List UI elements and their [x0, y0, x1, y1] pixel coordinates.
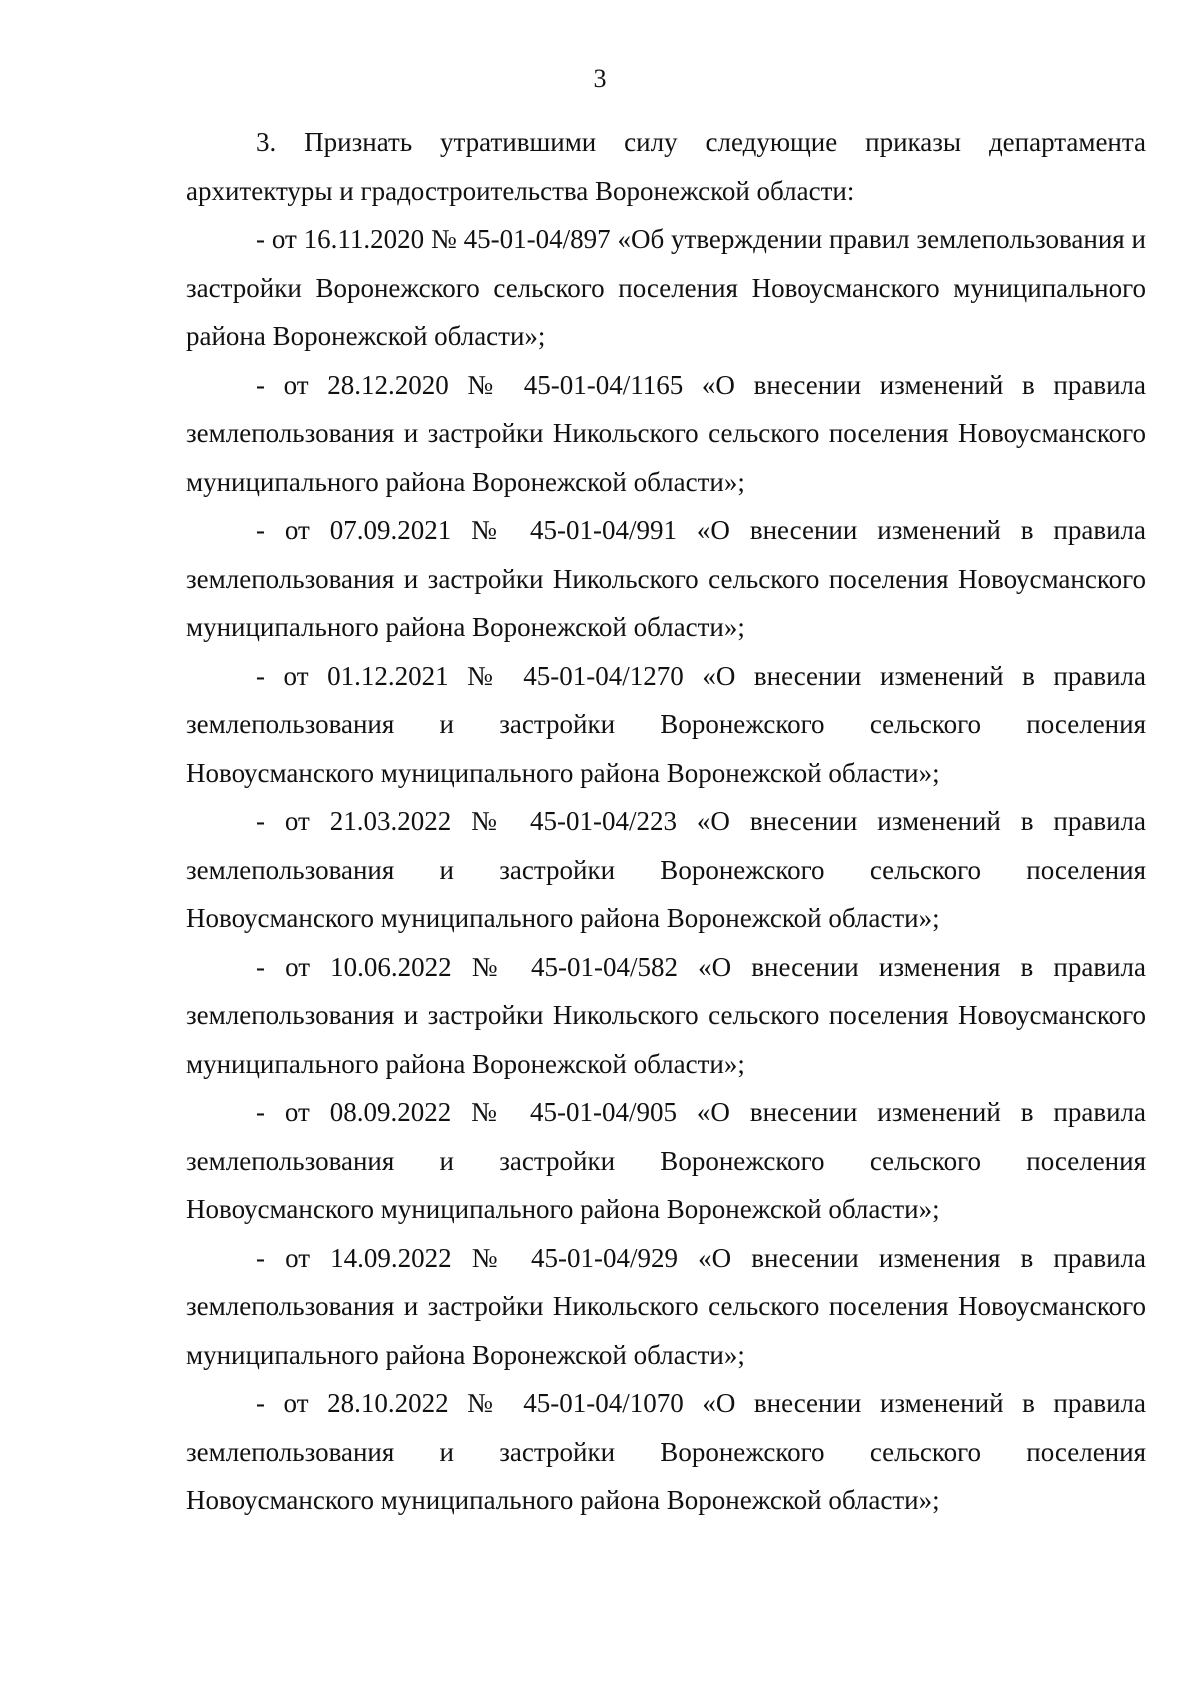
list-item: - от 16.11.2020 № 45-01-04/897 «Об утверждении правил землепользования и застройки Воронежского сельского поселения Новоусманского муниципального района Воронежской области»;	[186, 224, 1146, 351]
list-item: - от 10.06.2022 № 45-01-04/582 «О внесении изменения в правила землепользования и застройки Никольского сельского поселения Новоусманского муниципального района Воронежской области»;	[186, 951, 1146, 1079]
document-body	[186, 118, 1146, 1525]
page-number: 3	[593, 64, 607, 93]
list-item: - от 07.09.2021 № 45-01-04/991 «О внесении изменений в правила землепользования и застройки Никольского сельского поселения Новоусманского муниципального района Воронежской области»;	[186, 515, 1146, 642]
list-item: - от 08.09.2022 № 45-01-04/905 «О внесении изменений в правила землепользования и застройки Воронежского сельского поселения Новоусманского муниципального района Воронежской области»;	[186, 1097, 1146, 1224]
intro-paragraph: 3. Признать утратившими силу следующие приказы департамента архитектуры и градостроительства Воронежской области:	[186, 127, 1146, 206]
list-item: - от 28.10.2022 № 45-01-04/1070 «О внесении изменений в правила землепользования и застройки Воронежского сельского поселения Новоусманского муниципального района Воронежской области»;	[186, 1388, 1146, 1515]
list-item: - от 01.12.2021 № 45-01-04/1270 «О внесении изменений в правила землепользования и застройки Воронежского сельского поселения Новоусманского муниципального района Воронежской области»;	[186, 660, 1146, 788]
list-item: - от 21.03.2022 № 45-01-04/223 «О внесении изменений в правила землепользования и застройки Воронежского сельского поселения Новоусманского муниципального района Воронежской области»;	[186, 806, 1146, 933]
list-item: - от 28.12.2020 № 45-01-04/1165 «О внесении изменений в правила землепользования и застройки Никольского сельского поселения Новоусманского муниципального района Воронежской области»;	[186, 369, 1146, 497]
list-item: - от 14.09.2022 № 45-01-04/929 «О внесении изменения в правила землепользования и застройки Никольского сельского поселения Новоусманского муниципального района Воронежской области»;	[186, 1242, 1146, 1370]
